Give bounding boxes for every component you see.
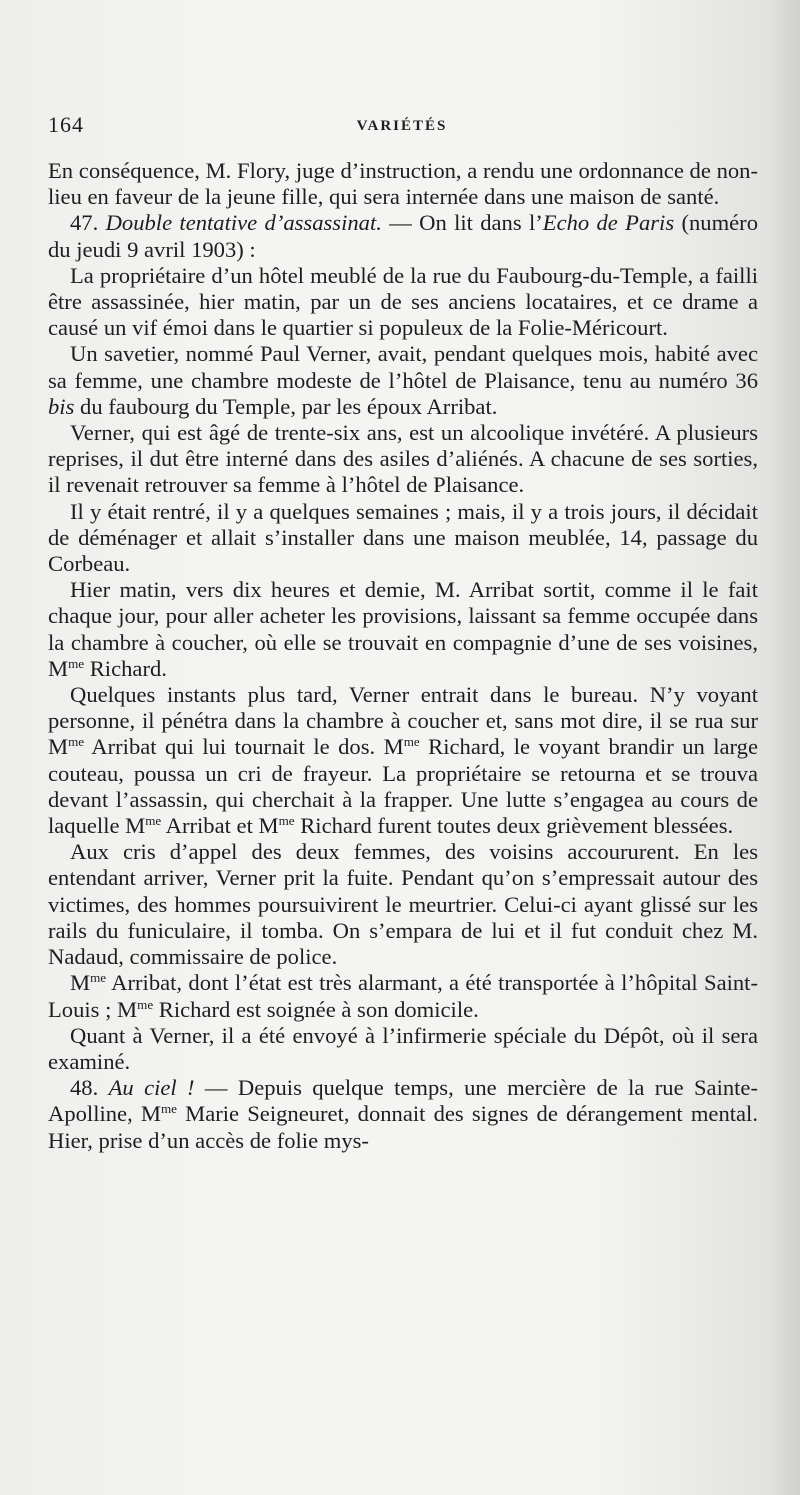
paragraph: Quant à Verner, il a été envoyé à l’infirmerie spéciale du Dépôt, où il sera examiné. xyxy=(48,1022,758,1074)
paragraph xyxy=(48,682,758,839)
newspaper-title: Echo de Paris xyxy=(542,210,675,236)
paragraph xyxy=(48,341,758,420)
paragraph: Aux cris d’appel des deux femmes, des voisins accoururent. En les entendant arriver, Verner prit la fuite. Pendant qu’on s’empressait autour des victimes, des hommes poursuivirent le meurtrier. Celui-ci ayant glissé sur les rails du funiculaire, il tomba. On s’empara de lui et il fut conduit chez M. Nadaud, commissaire de police. xyxy=(48,839,758,970)
paragraph: Verner, qui est âgé de trente-six ans, est un alcoolique invétéré. A plusieurs reprises, il dut être interné dans des asiles d’aliénés. A chacune de ses sorties, il revenait retrouver sa femme à l’hôtel de Plaisance. xyxy=(48,420,758,498)
section-heading-paragraph xyxy=(48,210,758,262)
paragraph-text: Richard est soignée à son domicile. xyxy=(153,996,479,1022)
section-title: Au ciel ! xyxy=(108,1075,195,1101)
paragraph-text: — On lit dans l’ xyxy=(381,210,543,236)
section-heading-paragraph xyxy=(48,1075,758,1154)
paragraph-text: Richard, le voyant brandir un large couteau, poussa un cri de frayeur. La propriétaire se retourna et se trouva devant l’assassin, qui cherchait à la frapper. Une lutte s’engagea au cours de laquelle M xyxy=(48,734,758,839)
page-header xyxy=(48,112,756,148)
superscript: me xyxy=(68,734,85,750)
paragraph-text: Quelques instants plus tard, Verner entrait dans le bureau. N’y voyant personne, il pénétra dans la chambre à coucher et, sans mot dire, il se rua sur M xyxy=(48,682,758,760)
superscript: me xyxy=(145,813,162,829)
paragraph xyxy=(48,577,758,682)
paragraph-text: — Depuis quelque temps, une mercière de la rue Sainte-Apolline, M xyxy=(48,1075,758,1127)
paragraph-text: Arribat et M xyxy=(161,813,279,839)
superscript: me xyxy=(160,1101,177,1117)
section-number: 47. xyxy=(70,210,99,236)
body-text xyxy=(48,158,758,1154)
paragraph: Il y était rentré, il y a quelques semaines ; mais, il y a trois jours, il décidait de déménager et allait s’installer dans une maison meublée, 14, passage du Corbeau. xyxy=(48,498,758,577)
paragraph-text: M xyxy=(70,970,91,996)
italic-word: bis xyxy=(48,393,75,419)
paragraph-text: Hier matin, vers dix heures et demie, M. Arribat sortit, comme il le fait chaque jour, pour aller acheter les provisions, laissant sa femme occupée dans la chambre à coucher, où elle se trouvait en compagnie d’une de ses voisines, M xyxy=(48,577,758,681)
paragraph-text: Marie Seigneuret, donnait des signes de dérangement mental. Hier, prise d’un accès de folie mys- xyxy=(48,1101,758,1153)
superscript: me xyxy=(403,734,420,750)
running-head: VARIÉTÉS xyxy=(356,118,448,134)
paragraph-text: du faubourg du Temple, par les époux Arribat. xyxy=(74,393,498,419)
paragraph-text: Richard furent toutes deux grièvement blessées. xyxy=(294,813,734,839)
paragraph-text: Arribat, dont l’état est très alarmant, a été transportée à l’hôpital Saint-Louis ; M xyxy=(48,970,758,1022)
superscript: me xyxy=(137,996,154,1012)
section-title: Double tentative d’assassinat. xyxy=(105,210,382,236)
paragraph: La propriétaire d’un hôtel meublé de la rue du Faubourg-du-Temple, a failli être assassinée, hier matin, par un de ses anciens locataires, et ce drame a causé un vif émoi dans le quartier si populeux de la Folie-Méricourt. xyxy=(48,262,758,341)
paragraph-text: Richard. xyxy=(84,655,167,681)
paragraph-text: (numéro du jeudi 9 avril 1903) : xyxy=(48,210,758,262)
superscript: me xyxy=(278,813,295,829)
section-number: 48. xyxy=(70,1075,99,1101)
paragraph xyxy=(48,970,758,1022)
paragraph-text: Arribat qui lui tournait le dos. M xyxy=(84,734,404,760)
paragraph: En conséquence, M. Flory, juge d’instruction, a rendu une ordonnance de non-lieu en faveur de la jeune fille, qui sera internée dans une maison de santé. xyxy=(48,158,758,210)
page-number: 164 xyxy=(48,112,84,137)
paragraph-text: Un savetier, nommé Paul Verner, avait, pendant quelques mois, habité avec sa femme, une chambre modeste de l’hôtel de Plaisance, tenu au numéro 36 xyxy=(48,341,758,393)
superscript: me xyxy=(68,656,85,671)
superscript: me xyxy=(90,970,107,986)
